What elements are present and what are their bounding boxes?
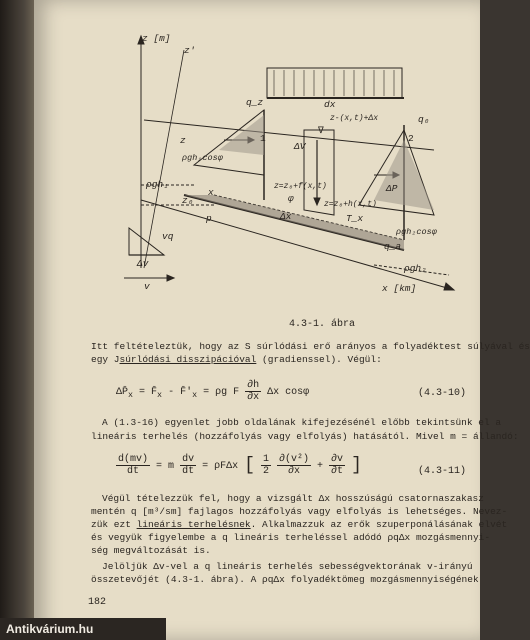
eq-label-2: z=z₀+h(x,t) xyxy=(324,200,377,209)
eq-label-3: z-(x,t)+Δx xyxy=(330,114,379,123)
gh1-label: ρgh₁ xyxy=(146,179,169,190)
surface-nabla: ∇ xyxy=(318,125,324,136)
dp-label: ΔP xyxy=(386,183,398,194)
para3-line2: mentén q [m³/sm] fajlagos hozzáfolyás vagy elfolyás is lehetséges. Nevez- xyxy=(91,506,508,517)
z-axis-label: z [m] xyxy=(142,33,171,44)
para2-line2: lineáris terhelés (hozzáfolyás vagy elfolyás) hatásától. Mivel m = állandó: xyxy=(91,431,519,442)
vq-label: vq xyxy=(162,231,174,242)
dx2-label: Δx xyxy=(280,211,292,222)
para3-line5: ség megváltozását is. xyxy=(91,545,211,556)
para4-line2: összetevőjét (4.3-1. ábra). A ρqΔx folyadéktömeg mozgásmennyiségének xyxy=(91,574,479,585)
section-1-num: 1 xyxy=(260,133,266,144)
q0-label: q₀ xyxy=(418,114,430,125)
gh2-label: ρgh₂ xyxy=(404,263,427,274)
qz-label: q_z xyxy=(246,97,264,108)
equation-number-4-3-10: (4.3-10) xyxy=(418,388,467,399)
para3-line1: Végül tételezzük fel, hogy a vizsgált Δx hosszúságú csatornaszakasz xyxy=(102,493,484,504)
x-label: x xyxy=(208,187,214,198)
v-label: v xyxy=(144,281,150,292)
eq-label-1: z=z₀+f(x,t) xyxy=(274,182,327,191)
figure-caption: 4.3-1. ábra xyxy=(289,319,356,330)
book-page xyxy=(34,0,530,640)
site-watermark: Antikvárium.hu xyxy=(0,618,166,640)
phi-label: φ xyxy=(288,193,294,204)
equation-number-4-3-11: (4.3-11) xyxy=(418,466,467,477)
z-small-label: z xyxy=(180,135,186,146)
dx-label: dx xyxy=(324,99,336,110)
velocity-triangle xyxy=(129,228,164,255)
channel-flow-figure xyxy=(34,0,480,330)
dv-label: ΔV xyxy=(294,141,306,152)
gh1cos-label: ρgh₁cosφ xyxy=(182,153,223,163)
page-number: 182 xyxy=(88,597,107,608)
load-block xyxy=(267,68,402,98)
para1-line2: egy Jsúrlódási disszipációval (gradienssel). Végül: xyxy=(91,354,382,365)
z0-label: z₀ xyxy=(182,195,194,206)
x-axis-arrow xyxy=(444,283,454,290)
delta-v-label: Δv xyxy=(137,258,149,269)
z-prime-label: z' xyxy=(184,45,196,56)
p-label: p xyxy=(206,213,212,224)
para4-line1: Jelöljük Δv-vel a q lineáris terhelés sebességvektorának v-irányú xyxy=(102,561,473,572)
tx-label: T_x xyxy=(346,213,364,224)
para1-line1: Itt feltételeztük, hogy az S súrlódási erő arányos a folyadéktest súlyával és xyxy=(91,341,530,352)
section-2-num: 2 xyxy=(408,133,414,144)
equation-4-3-10: $\Delta P̄_x$ = $F̄_x$ - $F̄'_x = \rho g$ F $\frac{\partial h}{\partial x}$ Δx cosφ xyxy=(116,380,310,403)
para3-line3: zük ezt lineáris terhelésnek. Alkalmazzuk az erők szuperponálásának elvét xyxy=(91,519,508,530)
para2-line1: A (1.3-16) egyenlet jobb oldalának kifejezésénél előbb tekintsünk el a xyxy=(102,417,502,428)
x-axis-line xyxy=(141,200,454,290)
shaded-left xyxy=(219,115,264,155)
q-bottom-label: q_a xyxy=(384,241,402,252)
equation-4-3-11: $\frac{d(mv)}{dt}$ = m $\frac{dv}{dt}$ = ρFΔx [ $\frac{1}{2}$ $\frac{\text{∂(v²)}}{\partial x}$ + $\frac{\partial v}{\partial t}$ ] xyxy=(118,454,362,477)
book-gutter-shadow xyxy=(0,0,34,640)
para3-line4: és vegyük figyelembe a q lineáris terheléssel adódó ρqΔx mozgásmennyi- xyxy=(91,532,491,543)
x-axis-label: x [km] xyxy=(382,283,417,294)
gh2cos-label: ρgh₂cosφ xyxy=(396,227,437,237)
water-surface xyxy=(144,120,434,150)
